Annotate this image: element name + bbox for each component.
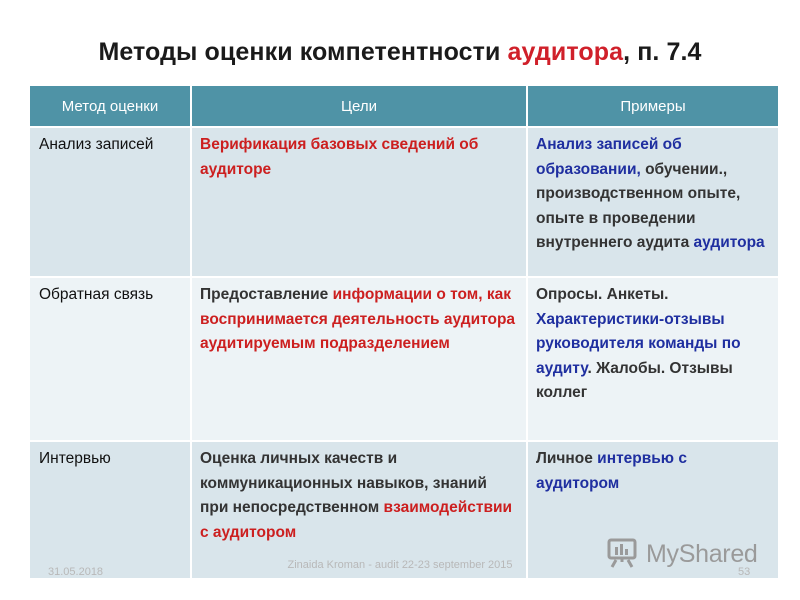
- watermark-text: MyShared: [646, 540, 758, 568]
- title-accent: аудитора: [507, 38, 624, 66]
- header-goal: Цели: [191, 85, 527, 127]
- example-text: Опросы. Анкеты.: [536, 286, 669, 303]
- example-text: Характеристики-отзывы руководителя команды по аудиту: [536, 310, 741, 377]
- method-cell: Интервью: [29, 441, 191, 579]
- table-row: [29, 127, 779, 277]
- example-cell: [527, 127, 779, 277]
- methods-table: [28, 84, 780, 580]
- slide-title: [0, 38, 800, 67]
- example-text: аудитора: [693, 234, 765, 251]
- example-text: интервью с аудитором: [536, 450, 687, 492]
- goal-text: Оценка личных качеств и коммуникационных навыков, знаний при непосредственном: [200, 450, 487, 516]
- table-header-row: [29, 85, 779, 127]
- goal-text: взаимодействии с аудитором: [200, 499, 513, 541]
- title-tail: , п. 7.4: [623, 38, 702, 66]
- page-number: 53: [738, 566, 751, 578]
- goal-text: Верификация базовых сведений об аудиторе: [200, 136, 479, 178]
- example-cell: [527, 277, 779, 441]
- title-main: Методы оценки компетентности: [98, 38, 508, 66]
- example-text: Анализ записей об образовании,: [536, 136, 682, 178]
- footer-author: Zinaida Kroman - audit 22-23 september 2015: [287, 559, 513, 571]
- example-text: обучении., производственном опыте, опыте в проведении внутреннего аудита: [536, 160, 741, 251]
- example-text: . Жалобы. Отзывы коллег: [536, 359, 733, 401]
- goal-cell: [191, 277, 527, 441]
- header-examples: Примеры: [527, 85, 779, 127]
- header-method: Метод оценки: [29, 85, 191, 127]
- method-cell: Анализ записей: [29, 127, 191, 277]
- table-row: [29, 277, 779, 441]
- goal-text: информации о том, как воспринимается деятельность аудитора аудитируемым подразделением: [200, 286, 516, 352]
- example-text: Личное: [536, 450, 598, 467]
- method-cell: Обратная связь: [29, 277, 191, 441]
- goal-cell: [191, 127, 527, 277]
- goal-text: Предоставление: [200, 286, 333, 303]
- myshared-watermark: [606, 536, 766, 572]
- myshared-logo-icon: [606, 538, 640, 568]
- footer-date: 31.05.2018: [48, 566, 104, 578]
